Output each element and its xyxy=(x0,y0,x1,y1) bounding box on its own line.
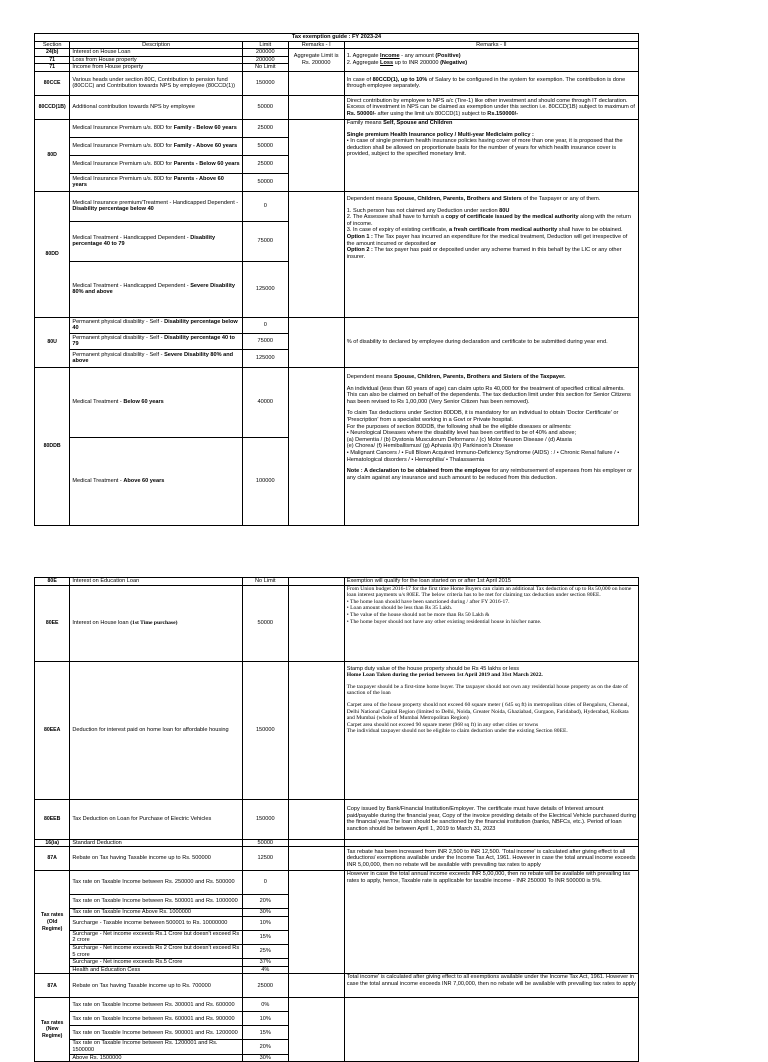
tax-guide-table-page-2 xyxy=(34,577,639,1062)
table-row: Surcharge - Taxable income between 500001 to Rs. 10000000 10% xyxy=(35,916,639,930)
table-row: 80EE Interest on House loan (1st Time purchase) 50000 From Union budget 2016-17 for the first time Home Buyers can claim an additional Tax deduction of up to Rs 50,000 on home loan interest payments u/s 80EE. The below criteria has to be met for claiming tax deduction under section 80EE. • The home loan should have been sanctioned during / after FY 2016-17. • Loan amount should be less than Rs 35 Lakh. • The value of the house should not be more than Rs 50 Lakh & • The home buyer should not have any other existing residential house in his/her name. xyxy=(35,585,639,661)
table-row: Tax rate on Taxable Income between Rs. 500001 and Rs. 1000000 20% xyxy=(35,895,639,909)
table-row: 80D Medical Insurance Premium u/s. 80D for Family - Below 60 years 25000 Family means Self, Spouse and Children Single premium Health Insurance policy / Multi-year Mediclaim policy : • In case of single premium health insurance policies having cover of more than one year, it is proposed that the deduction shall be allowed on proportionate basis for the number of years for which health insurance cover is provided, subject to the specified monetary limit. xyxy=(35,119,639,137)
table-row: Health and Education Cess 4% xyxy=(35,966,639,974)
tax-exemption-table xyxy=(34,33,639,526)
table-row: Surcharge - Net income exceeds Rs.5 Crore 37% xyxy=(35,959,639,967)
table-row: Surcharge - Net income exceeds Rs.1 Crore but doesn't exceed Rs 2 crore 15% xyxy=(35,930,639,944)
table-row: Tax rate on Taxable Income between Rs. 900001 and Rs. 1200000 15% xyxy=(35,1026,639,1040)
table-row: 80CCD(1B) Additional contribution towards NPS by employee 50000 Direct contribution by employee to NPS a/c (Tire-1) like other investment and should come through IT declaration. Excess of investment in NPS can be claimed as exemption under this section i.e. 80CCD(1B) subject to maximum of Rs. 50000/- after using the limit u/s 80CCD(1) subject to Rs.150000/- xyxy=(35,95,639,119)
table-row: Surcharge - Net income exceeds Rs 2 Crore but doesn't exceed Rs 5 crore 25% xyxy=(35,944,639,958)
table-row: Medical Treatment - Above 60 years 100000 xyxy=(35,437,639,525)
table-row: Medical Treatment - Handicapped Dependent - Severe Disability 80% and above 125000 xyxy=(35,261,639,317)
table-row: 87A Rebate on Tax having Taxable income up to Rs. 500000 12500 Tax rebate has been increased from INR 2,500 to INR 12,500. 'Total income' is calculated after giving effect to all deductions/ exemptions available under the Income Tax Act, 1961. However in case the total annual income exceeds INR 5,00,000, then no rebate will be available with prevailing tax rates to apply xyxy=(35,847,639,871)
table-row: 80DDB Medical Treatment - Below 60 years 40000 Dependent means Spouse, Children, Parents, Brothers and Sisters of the Taxpayer. An individual (less than 60 years of age) can claim upto Rs 40,000 for the treatment of specified critical ailments. This can also be claimed on behalf of the dependents. The tax deduction limit under this section for Senior Citizens has been revised to Rs 1,00,000 (Very Senior Citizen has been removed). To claim Tax deductions under Section 80DDB, it is mandatory for an individual to obtain 'Doctor Certificate' or 'Prescription' from a specialist working in a Govt or Private hospital. For the purposes of section 80DDB, the following shall be the eligible diseases or ailments: • Neurological Diseases where the disability level has been certified to be of 40% and above; (a) Dementia / (b) Dystonia Musculorum Deformans / (c) Motor Neuron Disease / (d) Ataxia (e) Chorea/ (f) Hemiballismus/ (g) Aphasia /(h) Parkinson's Disease • Malignant Cancers / • Full Blown Acquired Immuno-Deficiency Syndrome (AIDS) : / • Chronic Renal failure / • Hematological disorders / • Hemophilia/ • Thalassaemia Note : A declaration to be obtained from the employee for any reimbursement of expenses from his employer or any claim against any insurance and such amount to be reduced from this deduction. xyxy=(35,367,639,437)
table-row: 80DD Medical Insurance premium/Treatment - Handicapped Dependent - Disability percentage below 40 0 Dependent means Spouse, Children, Parents, Brothers and Sisters of the Taxpayer or any of them. 1. Such person has not claimed any Deduction under section 80U 2. The Assessee shall have to furnish a copy of certificate issued by the medical authority along with the return of income. 3. In case of expiry of existing certificate, a fresh certificate from medical authority shall have to be obtained. Option 1 : The Tax payer has incurred an expenditure for the medical treatment, Deduction will get irrespective of the amount incurred or deposited or Option 2 : The tax payer has paid or deposited under any scheme framed in this behalf by the LIC or any other insurer. xyxy=(35,191,639,221)
table-row: Medical Insurance Premium u/s. 80D for Family - Above 60 years 50000 xyxy=(35,137,639,155)
table-row: 80EEA Deduction for interest paid on home loan for affordable housing 150000 Stamp duty value of the house property should be Rs 45 lakhs or less Home Loan Taken during the period between 1st April 2019 and 31st March 2022. The taxpayer should be a first-time home buyer. The taxpayer should not own any residential house property as on the date of sanction of the loan Carpet area of the house property should not exceed 60 square meter ( 645 sq ft) in metropolitan cities of Bengaluru, Chennai, Delhi National Capital Region (limited to Delhi, Noida, Greater Noida, Ghaziabad, Gurgaon, Faridabad), Hyderabad, Kolkata and Mumbai (whole of Mumbai Metropolitan Region) Carpet area should not exceed 90 square meter (968 sq ft) in any other cities or towns The individual taxpayer should not be eligible to claim deduction under the existing Section 80EE. xyxy=(35,661,639,799)
header-section: Section xyxy=(35,41,70,49)
table-row: Permanent physical disability - Self - Severe Disability 80% and above 125000 xyxy=(35,349,639,367)
header-limit: Limit xyxy=(242,41,288,49)
header-remarks-1: Remarks - I xyxy=(288,41,344,49)
table-row: 24(b) Interest on House Loan 200000 Aggregate Limit is Rs. 200000 1. Aggregate Income - any amount (Positive) 2. Aggregate Loss up to INR 200000 (Negative) xyxy=(35,49,639,57)
header-remarks-2: Remarks - II xyxy=(344,41,638,49)
table-title: Tax exemption guide : FY 2023-24 xyxy=(35,34,639,42)
table-row: 71 Income from House property No Limit xyxy=(35,64,639,72)
table-row: 80U Permanent physical disability - Self - Disability percentage below 40 0 % of disability to declared by employee during declaration and certificate to be submitted during year end. xyxy=(35,317,639,333)
table-row: Tax rates (New Regime) Tax rate on Taxable Income between Rs. 300001 and Rs. 600000 0% xyxy=(35,998,639,1012)
table-row: Medical Insurance Premium u/s. 80D for Parents - Above 60 years 50000 xyxy=(35,173,639,191)
header-description: Description xyxy=(70,41,243,49)
table-row: Tax rate on Taxable Income between Rs. 1200001 and Rs. 1500000 20% xyxy=(35,1040,639,1054)
remarks-2-24b: 1. Aggregate Income - any amount (Positive) 2. Aggregate Loss up to INR 200000 (Negative) xyxy=(344,49,638,72)
table-row: Tax rates (Old Regime) Tax rate on Taxable Income between Rs. 250000 and Rs. 500000 0 However in case the total annual income exceeds INR 5,00,000, then no rebate will be available with prevailing tax rates to apply, hence, Taxable rate is applicable for taxable income - INR 250000 To INR 500000 is 5%. xyxy=(35,871,639,895)
table-row: 16(ia) Standard Deduction 50000 xyxy=(35,839,639,847)
table-row: 80EEB Tax Deduction on Loan for Purchase of Electric Vehicles 150000 Copy issued by Bank/Financial Institution/Employer. The certificate must have details of Interest amount paid/payable during the financial year, Copy of the invoice providing details of the Electrical Vehicle purchased during the financial year.The loan should be sanctioned by the financial institution (banks, NBFCs, etc.). Period of loan sanction should be between April 1, 2019 to March 31, 2023 xyxy=(35,799,639,839)
table-row: 71 Loss from House property 200000 xyxy=(35,56,639,64)
table-row: Tax rate on Taxable Income Above Rs. 1000000 30% xyxy=(35,909,639,917)
tax-guide-table-page-1 xyxy=(34,33,639,526)
table-row: 87A Rebate on Tax having Taxable income up to Rs. 700000 25000 Total income' is calculated after giving effect to all exemptions available under the Income Tax Act, 1961. However in case the total annual income exceeds INR 7,00,000, then no rebate will be available with prevailing tax rates to apply xyxy=(35,974,639,998)
table-row: 80E Interest on Education Loan No Limit Exemption will qualify for the loan started on or after 1st April 2015 xyxy=(35,578,639,586)
table-row: Medical Treatment - Handicapped Dependent - Disability percentage 40 to 79 75000 xyxy=(35,221,639,261)
table-row: Permanent physical disability - Self - Disability percentage 40 to 79 75000 xyxy=(35,333,639,349)
tax-exemption-table-continued xyxy=(34,577,639,1062)
table-row: 80CCE Various heads under section 80C, Contribution to pension fund (80CCC) and Contribution towards NPS by employee (80CCD(1)) 150000 In case of 80CCD(1), up to 10% of Salary to be configured in the system for exemption. The contribution is done through employee separately. xyxy=(35,71,639,95)
table-row: Medical Insurance Premium u/s. 80D for Parents - Below 60 years 25000 xyxy=(35,155,639,173)
table-row: Tax rate on Taxable Income between Rs. 600001 and Rs. 900000 10% xyxy=(35,1012,639,1026)
table-row: Above Rs. 1500000 30% xyxy=(35,1054,639,1062)
remarks-1-24b: Aggregate Limit is Rs. 200000 xyxy=(288,49,344,72)
